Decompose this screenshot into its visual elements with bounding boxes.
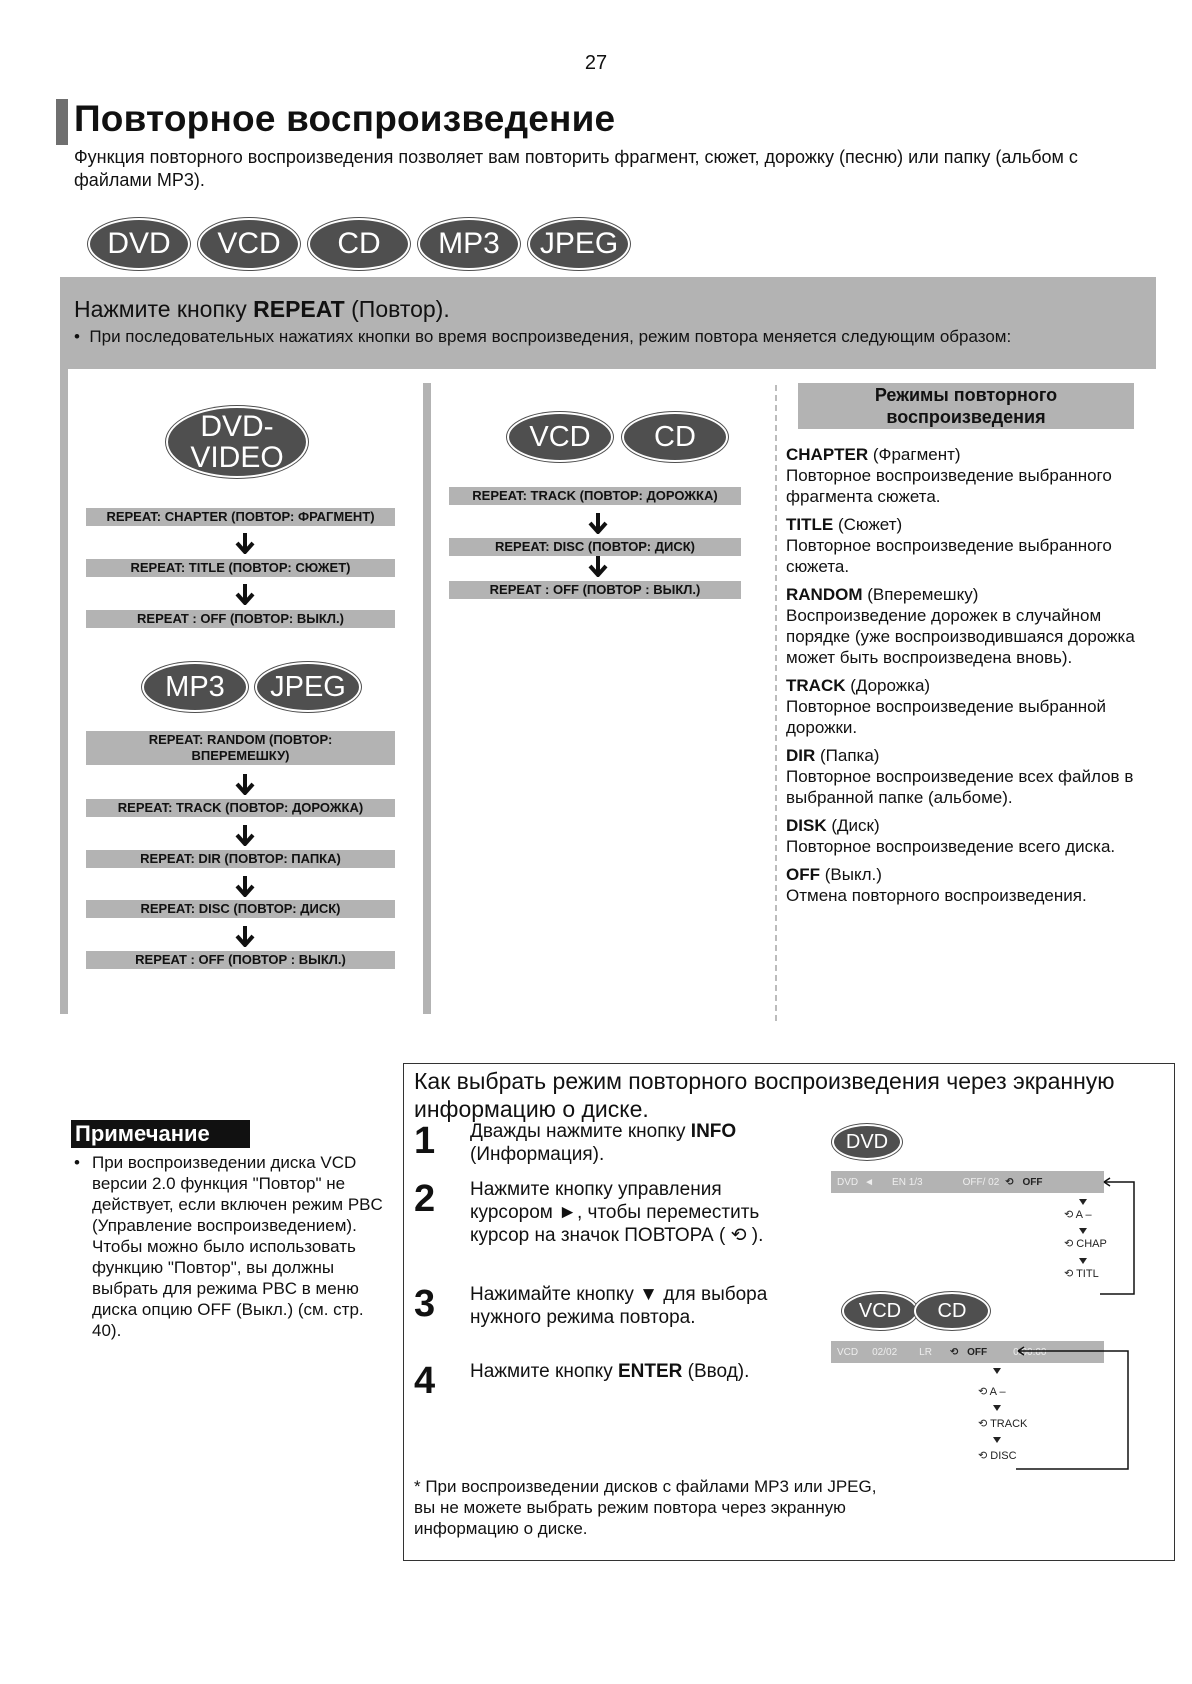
osd-repeat-selected: ⟲ OFF [1005,1176,1043,1188]
osd-repeat-value: OFF [967,1346,988,1358]
badge-jpeg: JPEG [528,218,630,270]
osd-box-title: Как выбрать режим повторного воспроизведения через экранную информацию о диске. [414,1068,1115,1122]
osd-time: 0:00:00 [1013,1346,1047,1358]
note-heading: Примечание [71,1120,250,1148]
osd-audio: LR [919,1346,932,1358]
step-post: (Ввод). [682,1361,750,1382]
small-down-arrow-icon [1079,1258,1087,1264]
step-pre: Нажмите кнопку [470,1361,618,1382]
down-arrow-icon [235,925,255,947]
vcd-step-disc: REPEAT: DISC (ПОВТОР: ДИСК) [449,538,741,556]
mode-name: DISK [786,816,827,835]
mode-paren: (Диск) [826,816,880,835]
small-down-arrow-icon [1079,1228,1087,1234]
vcd-option-track: ⟲ TRACK [978,1418,1028,1430]
mode-item [786,584,1156,668]
down-arrow-icon [588,555,608,577]
small-down-arrow-icon [993,1405,1001,1411]
mode-desc: Повторное воспроизведение выбранного фрагмента сюжета. [786,466,1112,506]
option-label: TITL [1076,1268,1099,1280]
dvd-step-off: REPEAT : OFF (ПОВТОР: ВЫКЛ.) [86,610,395,628]
middle-column-bar [423,383,431,1014]
step-number: 4 [414,1360,436,1402]
mode-name: RANDOM [786,585,863,604]
badge-cd: CD [308,218,410,270]
mode-paren: (Вперемешку) [862,585,979,604]
vcd-step-track: REPEAT: TRACK (ПОВТОР: ДОРОЖКА) [449,487,741,505]
dvd-osd-bar [831,1171,1104,1193]
step-text [470,1120,790,1166]
mode-paren: (Дорожка) [845,676,931,695]
badge-dvd-video [166,406,308,478]
mp3-step-disc: REPEAT: DISC (ПОВТОР: ДИСК) [86,900,395,918]
mode-desc: Воспроизведение дорожек в случайном порядке (уже воспроизводившаяся дорожка может быть воспроизведена вновь). [786,606,1135,667]
down-arrow-icon [235,824,255,846]
mode-item [786,745,1156,808]
step-post: (Информация). [470,1144,605,1165]
step-text [470,1283,790,1329]
intro-text: Функция повторного воспроизведения позволяет вам повторить фрагмент, сюжет, дорожку (песню) или папку (альбом с файлами MP3). [74,147,1078,190]
dvd-step-title: REPEAT: TITLE (ПОВТОР: СЮЖЕТ) [86,559,395,577]
badge-vcd-mid: VCD [507,412,613,462]
osd-subtitle: OFF/ 02 [962,1176,1000,1188]
badge-dvd-osd: DVD [832,1124,902,1160]
option-label: A – [1075,1209,1092,1221]
option-label: TRACK [990,1418,1028,1430]
mode-paren: (Папка) [815,746,880,765]
page-number: 27 [584,52,608,74]
badge-vcd-osd: VCD [842,1292,918,1330]
badge-jpeg-small: JPEG [255,662,361,712]
badge-cd-osd: CD [914,1292,990,1330]
vcd-step-off: REPEAT : OFF (ПОВТОР : ВЫКЛ.) [449,581,741,599]
badge-cd-mid: CD [622,412,728,462]
press-prefix: Нажмите кнопку [74,296,254,322]
osd-disc-type: VCD [837,1346,859,1358]
title-accent-bar [56,99,68,145]
badge-vcd: VCD [198,218,300,270]
mp3-step-off: REPEAT : OFF (ПОВТОР : ВЫКЛ.) [86,951,395,969]
badge-dvd: DVD [88,218,190,270]
step-number: 3 [414,1283,436,1325]
note-list [72,1152,392,1341]
mp3-step-dir: REPEAT: DIR (ПОВТОР: ПАПКА) [86,850,395,868]
step-pre: Нажмите кнопку управления курсором ►, чтобы переместить курсор на значок ПОВТОРА ( ⟲ ). [470,1179,764,1246]
mode-desc: Повторное воспроизведение всех файлов в выбранной папке (альбоме). [786,767,1134,807]
option-label: A – [989,1386,1006,1398]
enter-key-label: ENTER [617,1361,683,1382]
mode-name: CHAPTER [786,445,869,464]
dashed-divider [775,385,777,1021]
mode-paren: (Фрагмент) [868,445,961,464]
dvd-video-line1: DVD- [200,410,274,443]
info-key-label: INFO [690,1121,737,1142]
option-label: DISC [990,1450,1017,1462]
badge-mp3-small: MP3 [142,662,248,712]
mode-item [786,864,1156,906]
step-pre: Дважды нажмите кнопку [470,1121,691,1142]
dvd-option-titl: ⟲ TITL [1064,1268,1099,1280]
badge-mp3: MP3 [418,218,520,270]
osd-track: 02/02 [872,1346,898,1358]
osd-audio: EN 1/3 [892,1176,923,1188]
mode-name: DIR [786,746,816,765]
down-arrow-icon [235,532,255,554]
press-repeat-instruction [74,296,450,323]
mode-desc: Повторное воспроизведение всего диска. [786,837,1116,856]
mode-name: TRACK [786,676,846,695]
down-arrow-icon [235,875,255,897]
mode-paren: (Сюжет) [833,515,903,534]
page-title: Повторное воспроизведение [74,98,616,139]
modes-heading: Режимы повторного воспроизведения [798,383,1134,429]
mode-item [786,514,1156,577]
press-suffix: (Повтор). [344,296,450,322]
mode-desc: Отмена повторного воспроизведения. [786,886,1087,905]
step-number: 1 [414,1120,436,1162]
note-text: При воспроизведении диска VCD версии 2.0 функция "Повтор" не действует, если включен режим PBC (Управление воспроизведением). Чтобы можно было использовать функцию "Повтор", вы должны выбрать для режима PBC в меню диска опцию OFF (Выкл.) (см. стр. 40). [92,1153,383,1340]
small-down-arrow-icon [993,1368,1001,1374]
mp3-step-track: REPEAT: TRACK (ПОВТОР: ДОРОЖКА) [86,799,395,817]
dvd-video-line2: VIDEO [190,441,284,474]
down-arrow-icon [588,512,608,534]
dvd-option-chap: ⟲ CHAP [1064,1238,1107,1250]
note-bullet: • [74,1153,80,1172]
vcd-option-disc: ⟲ DISC [978,1450,1017,1462]
step-pre: Нажимайте кнопку ▼ для выбора нужного режима повтора. [470,1284,768,1328]
instruction-band [60,277,1156,369]
mp3-step-random: REPEAT: RANDOM (ПОВТОР: ВПЕРЕМЕШКУ) [86,731,395,765]
vcd-option-ab: ⟲ A – [978,1386,1006,1398]
mode-name: TITLE [786,515,834,534]
down-arrow-icon [235,583,255,605]
mode-item [786,815,1156,857]
mode-desc: Повторное воспроизведение выбранной дорожки. [786,697,1107,737]
vcd-loop-arrow-icon [1016,1345,1132,1473]
osd-arrow: ◄ [864,1176,875,1188]
mode-paren: (Выкл.) [820,865,882,884]
small-down-arrow-icon [993,1437,1001,1443]
press-bullet: • При последовательных нажатиях кнопки во время воспроизведения, режим повтора меняется следующим образом: [74,327,1012,346]
osd-repeat-value: OFF [1022,1176,1043,1188]
modes-list [786,444,1156,913]
mode-name: OFF [786,865,820,884]
osd-repeat-selected: ⟲ OFF [949,1346,988,1358]
step-number: 2 [414,1178,436,1220]
small-down-arrow-icon [1079,1199,1087,1205]
down-arrow-icon [235,773,255,795]
left-column-bar [60,369,68,1014]
step-text [470,1360,790,1383]
osd-disc-type: DVD [837,1176,859,1188]
osd-footnote: * При воспроизведении дисков с файлами MP3 или JPEG, вы не можете выбрать режим повтора через экранную информацию о диске. [414,1477,877,1538]
dvd-step-chapter: REPEAT: CHAPTER (ПОВТОР: ФРАГМЕНТ) [86,508,395,526]
mode-desc: Повторное воспроизведение выбранного сюжета. [786,536,1112,576]
repeat-key-label: REPEAT [253,296,345,322]
mode-item [786,444,1156,507]
step-text [470,1178,790,1247]
mode-item [786,675,1156,738]
dvd-option-ab: ⟲ A – [1064,1209,1092,1221]
press-bullet-text: При последовательных нажатиях кнопки во время воспроизведения, режим повтора меняется следующим образом: [89,327,1012,346]
option-label: CHAP [1076,1238,1107,1250]
